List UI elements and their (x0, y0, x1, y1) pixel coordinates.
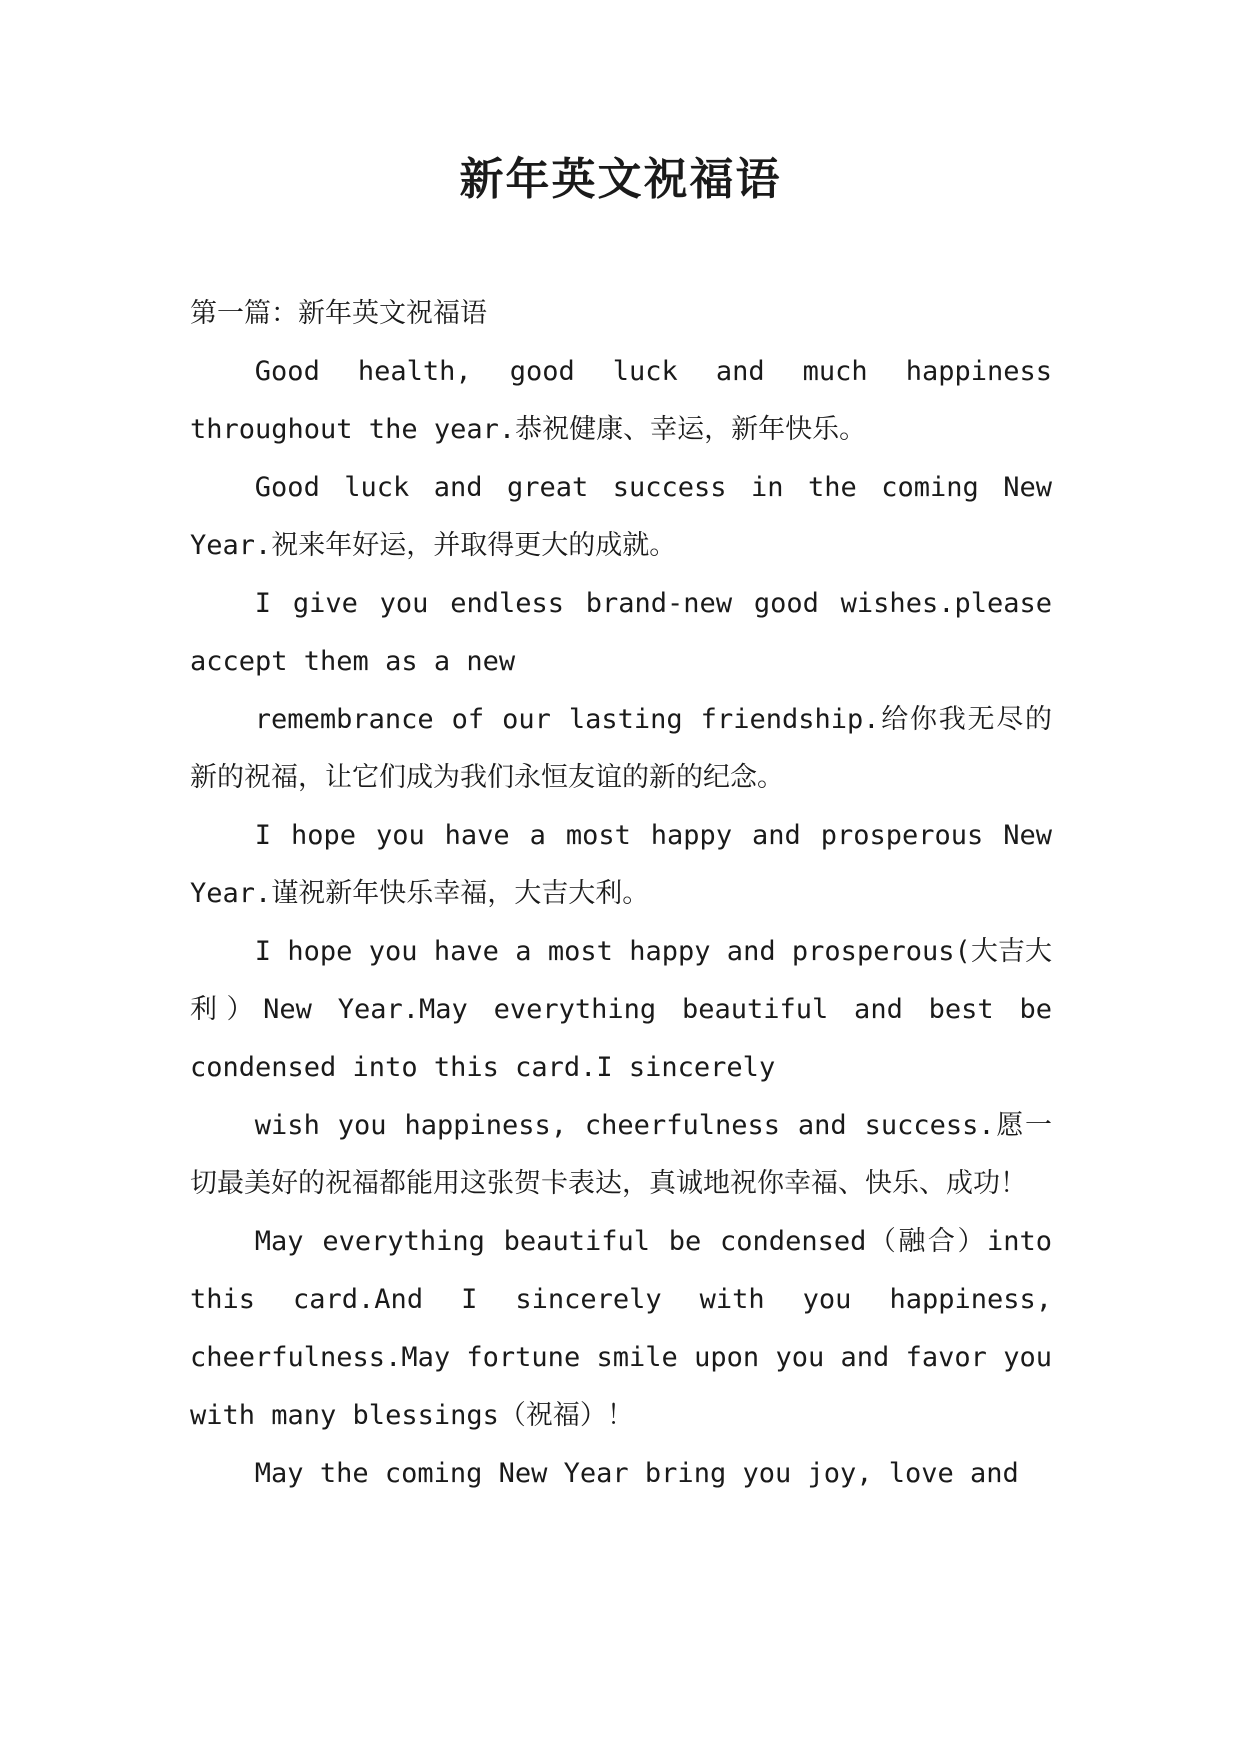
document-body (190, 285, 1052, 1503)
paragraph-9: May the coming New Year bring you joy, love and (254, 1458, 1019, 1489)
paragraph-2: Good luck and great success in the coming New Year.祝来年好运，并取得更大的成就。 (190, 472, 1052, 561)
page-title: 新年英文祝福语 (459, 154, 782, 205)
paragraph-1: Good health, good luck and much happiness throughout the year.恭祝健康、幸运，新年快乐。 (190, 356, 1052, 445)
section-heading: 第一篇：新年英文祝福语 (190, 298, 487, 329)
paragraph-6: I hope you have a most happy and prosperous(大吉大利）New Year.May everything beautiful and best be condensed into this card.I sincerely (190, 936, 1052, 1083)
paragraph-5: I hope you have a most happy and prosperous New Year.谨祝新年快乐幸福，大吉大利。 (190, 820, 1052, 909)
paragraph-3: I give you endless brand-new good wishes.please accept them as a new (190, 588, 1052, 677)
paragraph-8: May everything beautiful be condensed（融合）into this card.And I sincerely with you happiness, cheerfulness.May fortune smile upon you and favor you with many blessings（祝福）！ (190, 1226, 1052, 1431)
paragraph-7: wish you happiness, cheerfulness and success.愿一切最美好的祝福都能用这张贺卡表达，真诚地祝你幸福、快乐、成功！ (190, 1110, 1052, 1199)
paragraph-4: remembrance of our lasting friendship.给你我无尽的新的祝福，让它们成为我们永恒友谊的新的纪念。 (190, 704, 1052, 793)
